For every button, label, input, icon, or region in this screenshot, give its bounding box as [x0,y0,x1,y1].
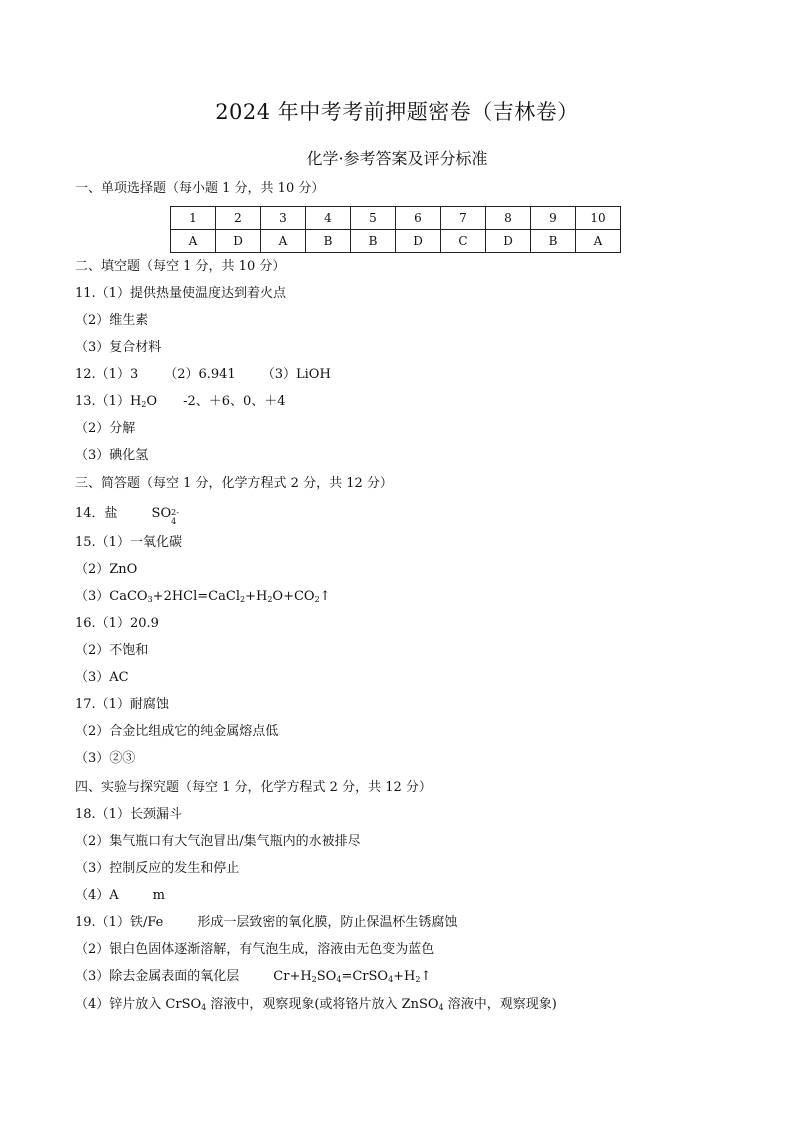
eq-sub: 4 [336,975,342,984]
table-cell: 4 [306,207,351,230]
table-cell: 9 [531,207,576,230]
eq-sub: 4 [388,975,394,984]
q18-4a: （4）A [75,888,119,903]
table-cell: D [216,230,261,253]
table-cell: 2 [216,207,261,230]
q13-2: （2）分解 [75,421,136,436]
table-cell: C [441,230,486,253]
q19-4-part: 溶液中，观察现象) [443,997,557,1012]
q14-ion: SO [151,506,172,521]
eq-sub: 4 [438,1003,444,1012]
q13-1-formula-end: O [146,394,158,409]
table-cell: B [531,230,576,253]
q14-ion-scripts [171,507,179,526]
section3-heading: 三、简答题（每空 1 分，化学方程式 2 分，共 12 分） [75,476,393,491]
section4-heading: 四、实验与探究题（每空 1 分，化学方程式 2 分，共 12 分） [75,780,432,795]
gas-arrow: ↑ [420,969,432,984]
q15-2: （2）ZnO [75,562,138,577]
q19-3a: （3）除去金属表面的氧化层 [75,969,240,984]
eq-sub: 2 [239,595,246,604]
eq-sub: 3 [147,595,153,604]
q17-1: 17.（1）耐腐蚀 [75,697,169,712]
eq-part: +H [393,969,416,984]
q14-ion-sub: 4 [171,516,177,526]
eq-part: Cr+H [273,969,312,984]
table-cell: 6 [396,207,441,230]
q11-1: 11.（1）提供热量使温度达到着火点 [75,286,286,301]
q14 [75,505,179,526]
section2-heading: 二、填空题（每空 1 分，共 10 分） [75,259,286,274]
q13-1-formula: 13.（1）H [75,394,142,409]
q15-1: 15.（1）一氧化碳 [75,535,182,550]
page-subtitle: 化学·参考答案及评分标准 [306,149,488,168]
q13-1-sub: 2 [141,400,147,409]
table-cell: B [351,230,396,253]
eq-sub: 2 [267,595,273,604]
q12 [75,366,331,384]
q16-3: （3）AC [75,670,129,685]
eq-part: =CrSO [341,969,389,984]
eq-part: O+CO [272,589,315,604]
table-cell: 3 [261,207,306,230]
table-cell: A [171,230,216,253]
q19-2: （2）银白色固体逐渐溶解，有气泡生成，溶液由无色变为蓝色 [75,942,435,957]
q17-2: （2）合金比组成它的纯金属熔点低 [75,724,279,739]
q11-2: （2）维生素 [75,313,149,328]
eq-part: +2HCl=CaCl [152,589,240,604]
q14-a: 14．盐 [75,506,118,521]
choice-answer-table [170,206,621,253]
eq-sub: 2 [415,975,421,984]
q19-4-part: （4）锌片放入 CrSO [75,997,202,1012]
q19-4 [75,996,557,1017]
q18-3: （3）控制反应的发生和停止 [75,861,240,876]
q11-3: （3）复合材料 [75,340,162,355]
table-cell: 5 [351,207,396,230]
q19-1b: 形成一层致密的氧化膜，防止保温杯生锈腐蚀 [197,915,458,930]
table-cell: 7 [441,207,486,230]
table-cell: D [486,230,531,253]
table-cell: 8 [486,207,531,230]
q18-4b: m [152,888,165,903]
q19-1 [75,914,457,932]
table-cell: 10 [576,207,621,230]
table-cell: D [396,230,441,253]
table-cell: 1 [171,207,216,230]
q16-2: （2）不饱和 [75,643,149,658]
table-cell: A [261,230,306,253]
eq-sub: 2 [311,975,317,984]
eq-part: SO [316,969,337,984]
q19-1a: 19.（1）铁/Fe [75,915,164,930]
q18-1: 18.（1）长颈漏斗 [75,807,182,822]
table-cell: B [306,230,351,253]
q12-b: （2）6.941 [164,367,236,382]
section1-heading: 一、单项选择题（每小题 1 分，共 10 分） [75,181,325,196]
q15-3 [75,588,331,609]
table-row-numbers [171,207,621,230]
eq-sub: 4 [201,1003,207,1012]
q13-1-valences: -2、＋6、0、＋4 [183,394,286,409]
q13-1 [75,393,286,414]
eq-sub: 2 [314,595,320,604]
q18-2: （2）集气瓶口有大气泡冒出/集气瓶内的水被排尽 [75,834,361,849]
q12-a: 12.（1）3 [75,367,139,382]
eq-part: +H [245,589,268,604]
table-cell: A [576,230,621,253]
q17-3: （3）②③ [75,751,136,766]
eq-part: （3）CaCO [75,589,148,604]
gas-arrow: ↑ [319,589,331,604]
q16-1: 16.（1）20.9 [75,616,159,631]
q13-3: （3）碘化氢 [75,448,149,463]
q19-3 [75,968,431,989]
q18-4 [75,887,165,905]
q12-c: （3）LiOH [261,367,331,382]
q19-4-part: 溶液中，观察现象(或将铬片放入 ZnSO [206,997,439,1012]
q14-ion-charge: 2- [171,507,179,517]
page-title: 2024 年中考考前押题密卷（吉林卷） [215,100,579,124]
table-row-answers [171,230,621,253]
